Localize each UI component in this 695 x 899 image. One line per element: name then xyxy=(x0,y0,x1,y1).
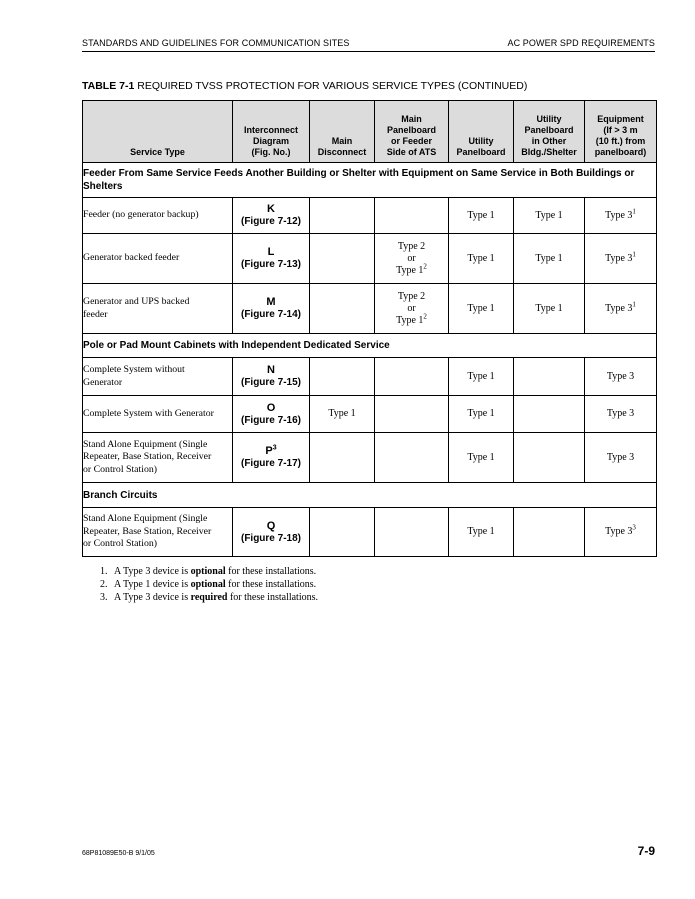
diagram-ref-cell: L (Figure 7-13) xyxy=(233,234,310,284)
service-type-cell: Stand Alone Equipment (Single Repeater, Base Station, Receiver or Control Station) xyxy=(83,508,233,557)
utility-other-cell xyxy=(514,396,585,433)
table-row xyxy=(83,234,657,284)
service-type-cell: Feeder (no generator backup) xyxy=(83,198,233,234)
table-row xyxy=(83,358,657,396)
main-panelboard-cell xyxy=(375,508,449,557)
utility-panelboard-cell: Type 1 xyxy=(449,198,514,234)
col-header-utility-panelboard: Utility Panelboard xyxy=(449,101,514,163)
equipment-cell: Type $3^1$ xyxy=(585,284,657,334)
col-header-service-type: Service Type xyxy=(83,101,233,163)
page-number: 7-9 xyxy=(637,844,655,858)
table-caption xyxy=(82,80,527,92)
diagram-ref-cell: K (Figure 7-12) xyxy=(233,198,310,234)
utility-other-cell xyxy=(514,358,585,396)
main-disconnect-cell xyxy=(310,508,375,557)
main-disconnect-cell xyxy=(310,433,375,483)
document-code: 68P81089E50-B 9/1/05 xyxy=(82,850,155,857)
equipment-cell: Type 3 xyxy=(585,396,657,433)
utility-other-cell: Type 1 xyxy=(514,284,585,334)
utility-panelboard-cell: Type 1 xyxy=(449,433,514,483)
col-header-equipment: Equipment (If > 3 m (10 ft.) from panelboard) xyxy=(585,101,657,163)
diagram-ref-cell: $P^3$ (Figure 7-17) xyxy=(233,433,310,483)
main-panelboard-cell xyxy=(375,358,449,396)
table-row xyxy=(83,284,657,334)
utility-other-cell: Type 1 xyxy=(514,234,585,284)
main-disconnect-cell: Type 1 xyxy=(310,396,375,433)
service-type-cell: Generator backed feeder xyxy=(83,234,233,284)
table-row xyxy=(83,433,657,483)
service-type-cell: Stand Alone Equipment (Single Repeater, Base Station, Receiver or Control Station) xyxy=(83,433,233,483)
col-header-main-disconnect: Main Disconnect xyxy=(310,101,375,163)
main-disconnect-cell xyxy=(310,284,375,334)
footnote: 2. A Type 1 device is optional for these installations. xyxy=(100,579,317,590)
utility-panelboard-cell: Type 1 xyxy=(449,396,514,433)
section-row xyxy=(83,483,657,508)
footnote: 3. A Type 3 device is required for these installations. xyxy=(100,592,319,603)
table-row xyxy=(83,396,657,433)
main-panelboard-cell xyxy=(375,396,449,433)
utility-panelboard-cell: Type 1 xyxy=(449,234,514,284)
tvss-table xyxy=(82,100,657,557)
section-row xyxy=(83,334,657,358)
section-row xyxy=(83,163,657,198)
main-panelboard-cell xyxy=(375,198,449,234)
running-header-left: STANDARDS AND GUIDELINES FOR COMMUNICATION SITES xyxy=(82,38,350,48)
equipment-cell: Type 3 xyxy=(585,358,657,396)
utility-panelboard-cell: Type 1 xyxy=(449,358,514,396)
section-heading-feeder: Feeder From Same Service Feeds Another Building or Shelter with Equipment on Same Service in Both Buildings or Shelters xyxy=(83,163,657,198)
main-disconnect-cell xyxy=(310,234,375,284)
equipment-cell: Type $3^1$ xyxy=(585,234,657,284)
diagram-ref-cell: N (Figure 7-15) xyxy=(233,358,310,396)
col-header-interconnect: Interconnect Diagram (Fig. No.) xyxy=(233,101,310,163)
diagram-ref-cell: Q (Figure 7-18) xyxy=(233,508,310,557)
main-panelboard-cell: Type 2 or Type $1^2$ xyxy=(375,284,449,334)
table-title: REQUIRED TVSS PROTECTION FOR VARIOUS SERVICE TYPES (CONTINUED) xyxy=(137,80,528,92)
header-rule xyxy=(82,51,655,52)
table-row xyxy=(83,508,657,557)
utility-other-cell xyxy=(514,433,585,483)
section-heading-pole: Pole or Pad Mount Cabinets with Independent Dedicated Service xyxy=(83,334,657,358)
table-number: TABLE 7-1 xyxy=(82,80,135,92)
main-panelboard-cell xyxy=(375,433,449,483)
utility-panelboard-cell: Type 1 xyxy=(449,284,514,334)
equipment-cell: Type 3 xyxy=(585,433,657,483)
col-header-main-panelboard: Main Panelboard or Feeder Side of ATS xyxy=(375,101,449,163)
diagram-ref-cell: M (Figure 7-14) xyxy=(233,284,310,334)
diagram-ref-cell: O (Figure 7-16) xyxy=(233,396,310,433)
utility-panelboard-cell: Type 1 xyxy=(449,508,514,557)
table-header-row xyxy=(83,101,657,163)
main-panelboard-cell: Type 2 or Type $1^2$ xyxy=(375,234,449,284)
col-header-utility-other-building: Utility Panelboard in Other Bldg./Shelter xyxy=(514,101,585,163)
utility-other-cell: Type 1 xyxy=(514,198,585,234)
section-heading-branch: Branch Circuits xyxy=(83,483,657,508)
utility-other-cell xyxy=(514,508,585,557)
service-type-cell: Complete System without Generator xyxy=(83,358,233,396)
service-type-cell: Complete System with Generator xyxy=(83,396,233,433)
equipment-cell: Type $3^3$ xyxy=(585,508,657,557)
service-type-cell: Generator and UPS backed feeder xyxy=(83,284,233,334)
main-disconnect-cell xyxy=(310,358,375,396)
table-row xyxy=(83,198,657,234)
footnote: 1. A Type 3 device is optional for these installations. xyxy=(100,566,317,577)
equipment-cell: Type $3^1$ xyxy=(585,198,657,234)
running-header-right: AC POWER SPD REQUIREMENTS xyxy=(507,38,655,48)
main-disconnect-cell xyxy=(310,198,375,234)
